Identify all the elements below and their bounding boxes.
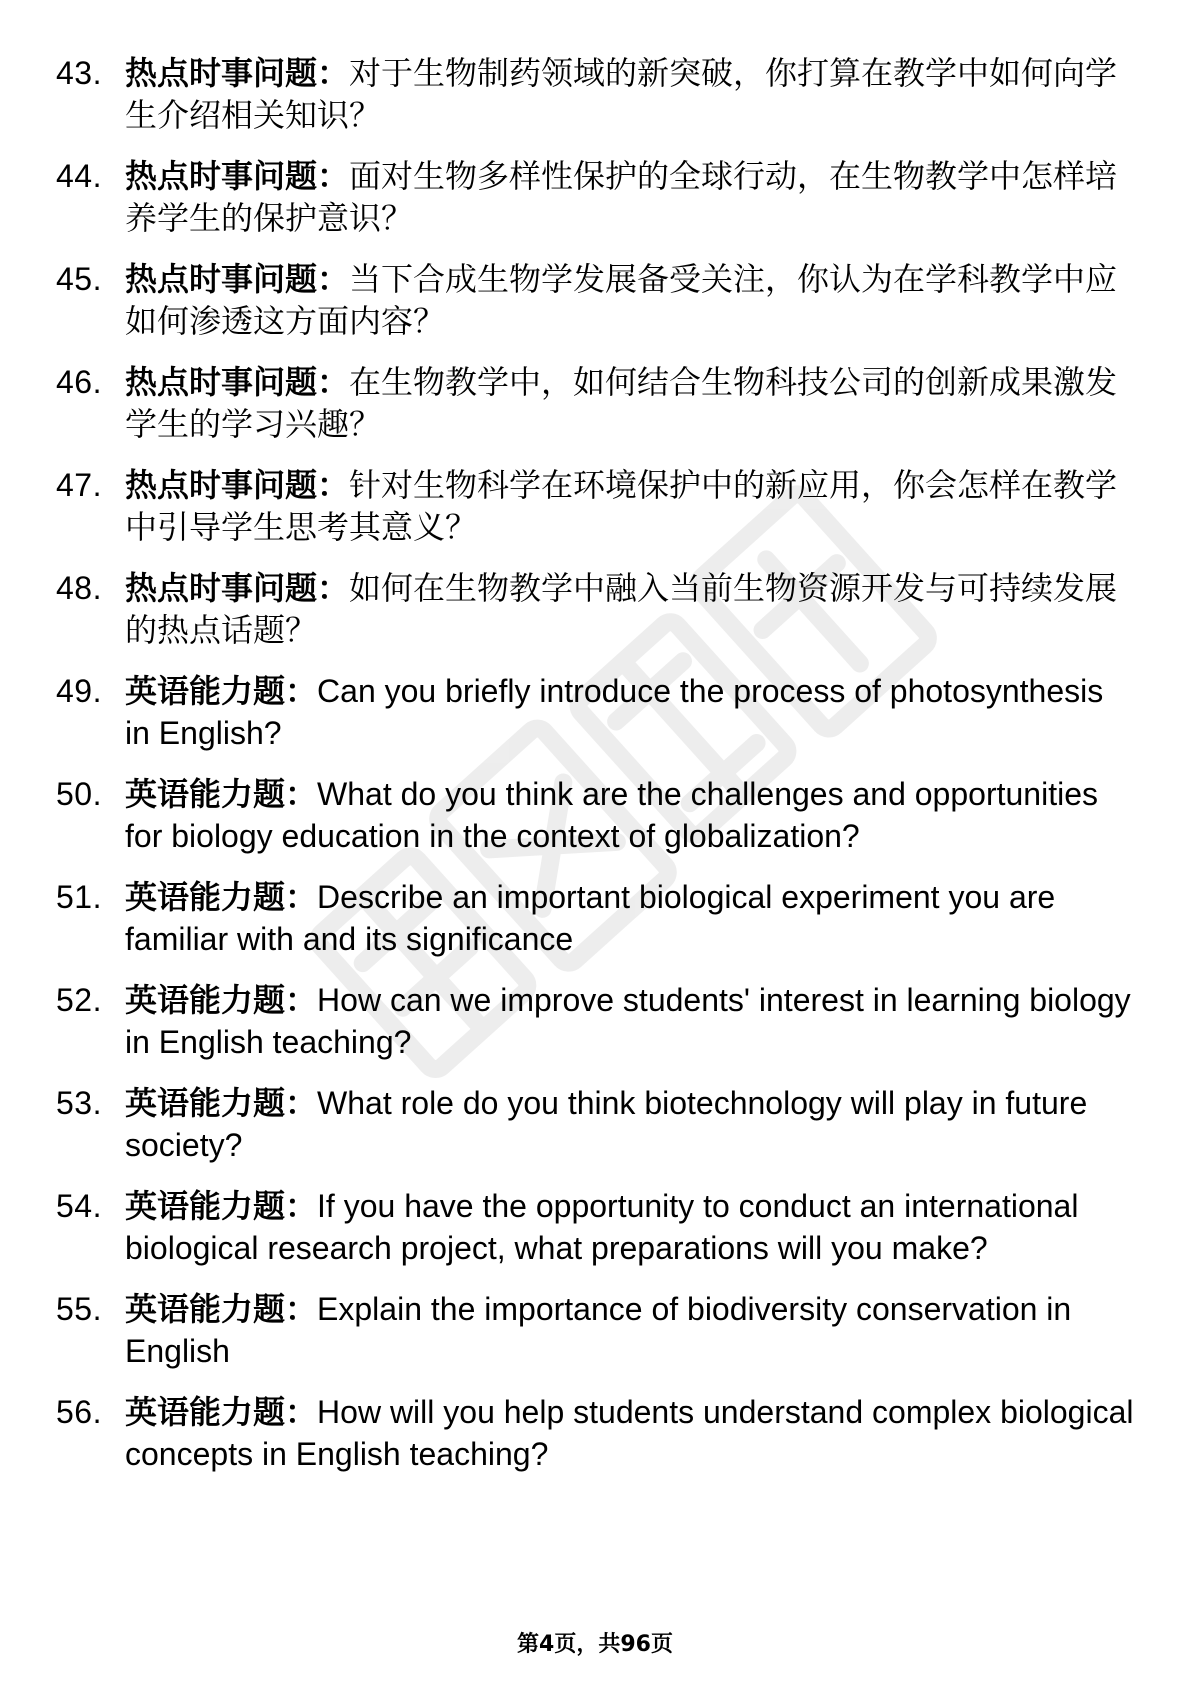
question-number: 51. (56, 879, 102, 915)
question-category: 热点时事问题 (125, 260, 318, 298)
question-item-43 (56, 52, 1136, 136)
question-category: 英语能力题 (125, 981, 286, 1019)
question-item-49 (56, 670, 1136, 754)
question-number: 48. (56, 570, 102, 606)
question-item-50 (56, 773, 1136, 857)
question-text: 对于生物制药领域的新突破，你打算在教学中如何向学生介绍相关知识？ (125, 54, 1118, 134)
question-text: 当下合成生物学发展备受关注，你认为在学科教学中应如何渗透这方面内容？ (125, 260, 1118, 340)
question-item-45 (56, 258, 1136, 342)
question-separator: ： (285, 878, 318, 916)
question-item-48 (56, 567, 1136, 651)
question-separator: ： (285, 1290, 318, 1328)
question-item-44 (56, 155, 1136, 239)
question-category: 英语能力题 (125, 1084, 286, 1122)
question-number: 53. (56, 1085, 102, 1121)
question-number: 45. (56, 261, 102, 297)
question-category: 热点时事问题 (125, 54, 318, 92)
question-category: 热点时事问题 (125, 569, 318, 607)
question-number: 46. (56, 364, 102, 400)
question-number: 55. (56, 1291, 102, 1327)
question-category: 英语能力题 (125, 775, 286, 813)
question-category: 英语能力题 (125, 1290, 286, 1328)
question-separator: ： (317, 157, 350, 195)
question-text: How can we improve students' interest in learning biology in English teaching? (125, 982, 1131, 1060)
question-number: 47. (56, 467, 102, 503)
question-text: 面对生物多样性保护的全球行动，在生物教学中怎样培养学生的保护意识？ (125, 157, 1118, 237)
question-text: Explain the importance of biodiversity conservation in English (125, 1291, 1072, 1369)
question-number: 50. (56, 776, 102, 812)
question-text: If you have the opportunity to conduct an international biological research project, what preparations will you make? (125, 1188, 1079, 1266)
question-separator: ： (317, 363, 350, 401)
question-separator: ： (285, 775, 318, 813)
question-number: 52. (56, 982, 102, 1018)
question-text: Can you briefly introduce the process of photosynthesis in English? (125, 673, 1104, 751)
question-number: 43. (56, 55, 102, 91)
question-item-52 (56, 979, 1136, 1063)
question-text: Describe an important biological experiment you are familiar with and its significance (125, 879, 1056, 957)
question-category: 热点时事问题 (125, 363, 318, 401)
question-separator: ： (285, 1393, 318, 1431)
question-item-53 (56, 1082, 1136, 1166)
question-separator: ： (317, 466, 350, 504)
question-category: 热点时事问题 (125, 157, 318, 195)
question-number: 54. (56, 1188, 102, 1224)
question-category: 英语能力题 (125, 878, 286, 916)
question-separator: ： (317, 260, 350, 298)
question-separator: ： (285, 1084, 318, 1122)
page-number-footer: 第4页，共96页 (517, 1632, 673, 1657)
question-number: 56. (56, 1394, 102, 1430)
question-text: 如何在生物教学中融入当前生物资源开发与可持续发展的热点话题？ (125, 569, 1118, 649)
question-separator: ： (285, 981, 318, 1019)
question-text: What do you think are the challenges and opportunities for biology education in the context of globalization? (125, 776, 1098, 854)
question-item-46 (56, 361, 1136, 445)
question-number: 44. (56, 158, 102, 194)
question-item-55 (56, 1288, 1136, 1372)
question-category: 英语能力题 (125, 1393, 286, 1431)
question-separator: ： (317, 54, 350, 92)
question-number: 49. (56, 673, 102, 709)
question-list (56, 52, 1136, 1494)
question-text: 在生物教学中，如何结合生物科技公司的创新成果激发学生的学习兴趣？ (125, 363, 1118, 443)
question-category: 英语能力题 (125, 672, 286, 710)
question-item-51 (56, 876, 1136, 960)
question-separator: ： (285, 1187, 318, 1225)
question-item-54 (56, 1185, 1136, 1269)
question-text: 针对生物科学在环境保护中的新应用，你会怎样在教学中引导学生思考其意义？ (125, 466, 1118, 546)
question-item-47 (56, 464, 1136, 548)
question-separator: ： (317, 569, 350, 607)
question-text: How will you help students understand complex biological concepts in English teaching? (125, 1394, 1134, 1472)
question-category: 英语能力题 (125, 1187, 286, 1225)
question-text: What role do you think biotechnology will play in future society? (125, 1085, 1088, 1163)
question-category: 热点时事问题 (125, 466, 318, 504)
question-item-56 (56, 1391, 1136, 1475)
question-separator: ： (285, 672, 318, 710)
